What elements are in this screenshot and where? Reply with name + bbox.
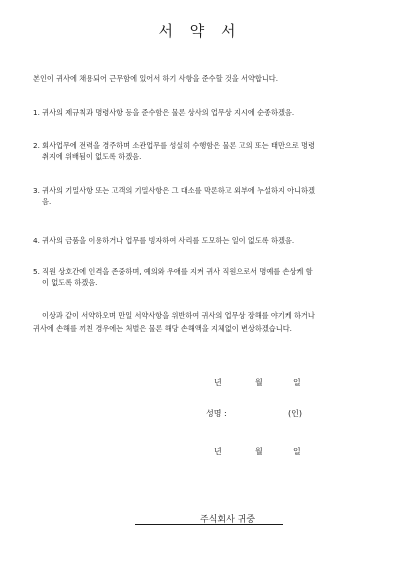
signature-underline	[135, 524, 283, 525]
clause-4-line-1: 4. 귀사의 금품을 이용하거나 업무를 빙자하여 사리를 도모하는 일이 없도록 하겠음.	[33, 236, 295, 245]
clause-5	[33, 266, 373, 288]
intro-paragraph: 본인이 귀사에 채용되어 근무함에 있어서 하기 사항을 준수할 것을 서약합니다.	[33, 74, 279, 83]
clause-2-line-2: 취지에 위배됨이 없도록 하겠음.	[42, 152, 142, 161]
signature-field	[200, 408, 320, 420]
date-field-2	[200, 446, 320, 458]
date-2-day-label: 일	[293, 447, 301, 456]
closing-line-1: 이상과 같이 서약하오며 만일 서약사항을 위반하여 귀사의 업무상 장해를 야기케 하거나	[42, 311, 315, 320]
clause-1-line-1: 1. 귀사의 제규칙과 명령사항 등을 준수함은 물론 상사의 업무상 지시에 순종하겠음.	[33, 108, 295, 117]
date-field-1	[200, 377, 320, 389]
clause-3	[33, 185, 373, 207]
date-1-year-label: 년	[214, 378, 222, 387]
name-label: 성명 :	[206, 409, 227, 418]
seal-label: (인)	[288, 409, 302, 418]
date-2-year-label: 년	[214, 447, 222, 456]
clause-1	[33, 107, 373, 118]
clause-3-line-2: 음.	[42, 197, 52, 206]
date-2-month-label: 월	[255, 447, 263, 456]
company-recipient: 주식회사 귀중	[200, 515, 256, 525]
clause-4	[33, 235, 373, 246]
closing-line-2: 귀사에 손해를 끼친 경우에는 처벌은 물론 해당 손해액을 지체없이 변상하겠습니다.	[33, 323, 292, 333]
closing-paragraph	[33, 310, 373, 335]
clause-2-line-1: 2. 회사업무에 전력을 경주하며 소관업무를 성실히 수행함은 물론 고의 또는 태만으로 명령	[33, 141, 315, 150]
date-1-day-label: 일	[293, 378, 301, 387]
clause-5-line-1: 5. 직원 상호간에 인격을 존중하며, 예의와 우애를 지켜 귀사 직원으로서 명예를 손상케 함	[33, 267, 313, 276]
date-1-month-label: 월	[255, 378, 263, 387]
clause-5-line-2: 이 없도록 하겠음.	[42, 278, 98, 287]
clause-2	[33, 140, 373, 162]
document-title: 서 약 서	[158, 22, 242, 40]
clause-3-line-1: 3. 귀사의 기밀사항 또는 고객의 기밀사항은 그 대소를 막론하고 외부에 누설하지 아니하겠	[33, 186, 315, 195]
